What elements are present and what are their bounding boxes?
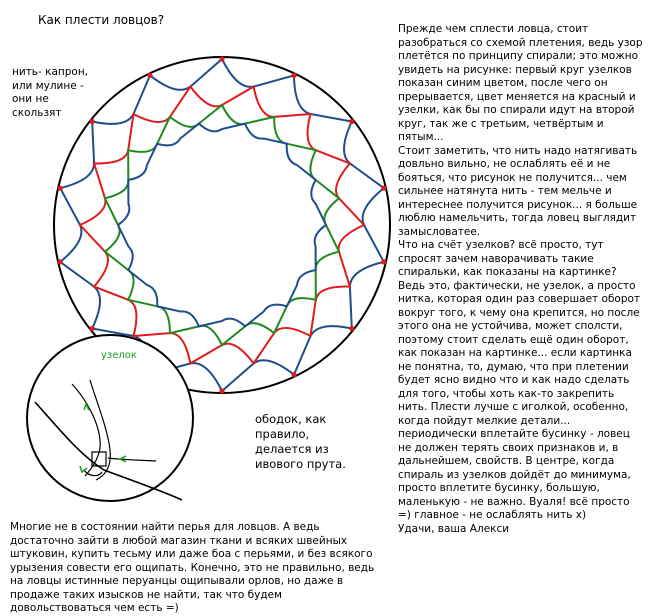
knot-dot xyxy=(219,388,224,393)
knot-dot xyxy=(58,259,63,264)
knot-dot xyxy=(291,73,296,78)
knot-dot xyxy=(381,259,386,264)
knot-dot xyxy=(90,326,95,331)
knot-dot xyxy=(219,56,224,61)
knot-dot xyxy=(147,73,152,78)
knot-dot xyxy=(90,119,95,124)
instructions-paragraph-1: Прежде чем сплести ловца, стоит разобраться со схемой плетения, ведь узор плетётся по принципу спирали; это можно увидеть на рисунке: первый круг узелков показан синим цветом, после чего он прерывается, цвет меняется на красный и узелки, как бы по спирали идут на второй круг, так же с третьим, четвёртым и пятым... xyxy=(398,23,643,143)
knot-dot xyxy=(58,186,63,191)
round-3-thread xyxy=(105,105,339,345)
knot-dot xyxy=(349,326,354,331)
knot-dot xyxy=(291,372,296,377)
knot-dot xyxy=(381,186,386,191)
knot-label: узелок xyxy=(101,350,137,361)
page-title: Как плести ловцов? xyxy=(38,13,165,27)
rim-note: ободок, как правило, делается из ивового прута. xyxy=(255,412,346,471)
knot-dot xyxy=(349,119,354,124)
signature-line: Удачи, ваша Алекси xyxy=(398,522,510,535)
thread-note: нить- капрон, или мулине - они не скользят xyxy=(12,66,89,119)
instructions-paragraph-3: Что на счёт узелков? всё просто, тут спросят зачем наворачивать такие спиральки, как показаны на картинке? Ведь это, фактически, не узелок, а просто нитка, которая один раз совершает оборот вокруг того, к чему она крепится, но после этого она не устойчива, может сполсти, поэтому стоит сделать ещё один оборот, как показан на картинке... если картинка не понятна, то, думаю, что при плетении будет ясно видно что и как надо сделать для того, чтобы хоть как-то закрепить нить. Плести лучше с иголкой, особенно, когда пойдут мелкие детали... периодически вплетайте бусинку - ловец не должен терять своих признаков и, в дальнейшем, свойств. В центре, когда спираль из узелков дойдёт до минимума, просто вплетите бусинку, большую, маленькую - не важно. Вуаля! всё просто =) главное - не ослаблять нить х) xyxy=(398,239,641,521)
round-4-thread xyxy=(118,124,326,327)
feathers-text: Многие не в состоянии найти перья для ловцов. А ведь достаточно зайти в любой магазин ткани и всяких швейных штуковин, купить тесьму или даже боа с перьями, и без всякого урызения совести его ощипать. Конечно, это не правильно, ведь на ловцы истинные перуанцы ощипывали орлов, но даже в продаже таких изысков не найти, так что будем довольствоваться чем есть =) xyxy=(10,521,375,614)
instructions-paragraph-2: Стоит заметить, что нить надо натягивать довльно вильно, не ослаблять её и не бояться, что рисунок не получится... чем сильнее натянута нить - тем мельче и интереснее получится рисунок... я больше люблю намельчить, тогда ловец выглядит замысловатее. xyxy=(398,144,638,238)
